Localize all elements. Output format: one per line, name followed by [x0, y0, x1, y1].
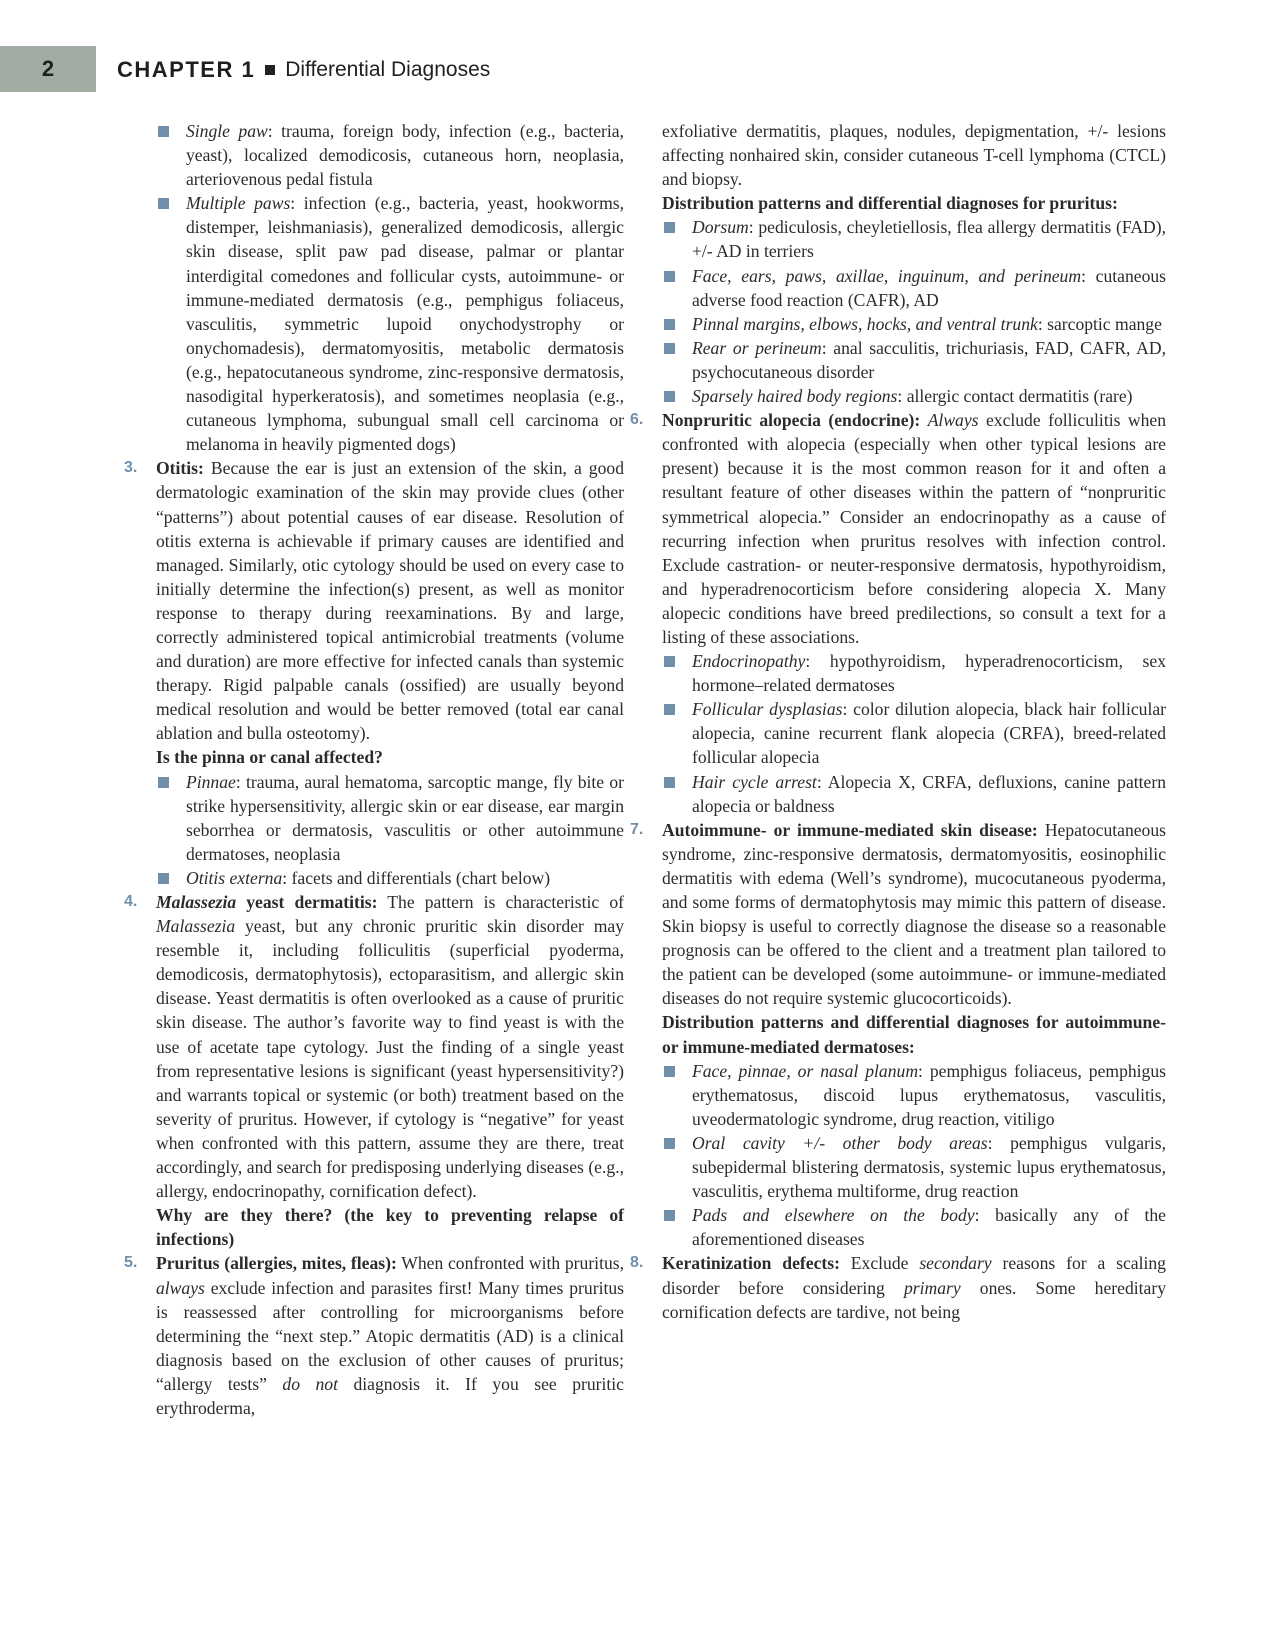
- list-item: [662, 1203, 1166, 1251]
- item-text: Because the ear is just an extension of the skin, a good dermatologic examination of the skin may provide clues (other “patterns”) about potential causes of ear disease. Resolution of otitis externa is achievable if primary causes are identified and managed. Similarly, otic cytology should be used on every case to initially determine the infection(s) present, as well as monitor response to therapy during reexaminations. By and large, correctly administered topical antimicrobial treatments (volume and duration) are more effective for infected canals than systemic therapy. Rigid palpable canals (ossified) are usually beyond medical resolution and would be better removed (total ear canal ablation and bulla osteotomy).: [156, 458, 624, 744]
- bullet-term: Multiple paws: [186, 193, 291, 214]
- item-lead: Nonpruritic alopecia (endocrine):: [662, 410, 921, 431]
- chapter-title: Differential Diagnoses: [285, 58, 491, 81]
- item-keratinization: [626, 1251, 1166, 1323]
- bullet-term: Otitis externa: [186, 867, 283, 888]
- bullet-text: : pemphigus vulgaris, subepidermal blistering dermatosis, systemic lupus erythematosus, vasculitis, erythema multiforme, drug reaction: [692, 1132, 1166, 1202]
- list-item: [662, 770, 1166, 818]
- bullet-text: : cutaneous adverse food reaction (CAFR), AD: [692, 265, 1167, 310]
- subheading: Distribution patterns and differential diagnoses for pruritus:: [662, 193, 1118, 214]
- pruritus-bullet-list: [662, 215, 1166, 408]
- list-item: [156, 191, 624, 456]
- item-lead: Keratinization defects:: [662, 1253, 840, 1274]
- item-number: 7.: [630, 820, 644, 838]
- bullet-term: Endocrinopathy: [692, 651, 806, 672]
- item-text-italic: secondary: [919, 1253, 992, 1274]
- item-text-italic: primary: [903, 1277, 961, 1298]
- item-autoimmune: [626, 818, 1166, 1059]
- list-item: [156, 770, 624, 866]
- bullet-text: : pediculosis, cheyletiellosis, flea allergy dermatitis (FAD), +/- AD in terriers: [692, 217, 1166, 262]
- bullet-term: Single paw: [186, 121, 268, 141]
- item-text-italic: always: [156, 1277, 205, 1298]
- running-header: [117, 54, 490, 86]
- list-item: [662, 312, 1166, 336]
- item-lead: yeast dermatitis:: [236, 892, 378, 912]
- item-nonpruritic-alopecia: [626, 408, 1166, 649]
- bullet-term: Hair cycle arrest: [692, 771, 817, 792]
- item-lead: Autoimmune- or immune-mediated skin disease:: [662, 819, 1038, 840]
- bullet-text: : color dilution alopecia, black hair follicular alopecia, canine recurrent flank alopecia (CRFA), breed-related follicular alopecia: [692, 699, 1166, 768]
- item-paragraph: [662, 818, 1166, 1011]
- list-item: [156, 119, 624, 191]
- item-text-italic: do not: [282, 1373, 338, 1394]
- list-item: [662, 336, 1166, 384]
- item-paragraph: [662, 1251, 1166, 1323]
- item-text-italic: Malassezia: [156, 916, 236, 937]
- item-text: reasons for a scaling disorder before considering: [662, 1253, 1166, 1298]
- subheading: Distribution patterns and differential diagnoses for autoimmune- or immune-mediated dermatoses:: [662, 1012, 1166, 1057]
- bullet-text: : trauma, aural hematoma, sarcoptic mange, fly bite or strike hypersensitivity, allergic skin or ear disease, ear margin seborrhea or dermatosis, vasculitis or other autoimmune dermatoses, neoplasia: [186, 771, 624, 864]
- bullet-text: : anal sacculitis, trichuriasis, FAD, CAFR, AD, psychocutaneous disorder: [692, 337, 1166, 382]
- item-otitis: [120, 456, 624, 769]
- item-number: 5.: [124, 1254, 138, 1272]
- item-text: Hepatocutaneous syndrome, zinc-responsive dermatosis, dermatomyositis, eosinophilic dermatitis with edema (Well’s syndrome), mucocutaneous pyoderma, and some forms of dermatophytosis may mimic this pattern of disease. Skin biopsy is useful to correctly diagnose the disease so a reasonable prognosis can be offered to the client and a treatment plan tailored to the patient can be developed (some autoimmune- or immune-mediated diseases do not require systemic glucocorticoids).: [662, 819, 1166, 1009]
- subheading: Is the pinna or canal affected?: [156, 747, 383, 768]
- bullet-term: Face, ears, paws, axillae, inguinum, and perineum: [692, 265, 1082, 286]
- item-number: 6.: [630, 411, 644, 429]
- list-item: [662, 384, 1166, 408]
- item-paragraph: [156, 456, 624, 745]
- bullet-term: Face, pinnae, or nasal planum: [692, 1060, 919, 1081]
- bullet-text: : sarcoptic mange: [1037, 313, 1162, 334]
- header-separator: [265, 65, 275, 75]
- item-text: ones. Some hereditary cornification defects are tardive, not being: [662, 1277, 1166, 1322]
- left-column: [120, 119, 624, 1420]
- chapter-label: CHAPTER 1: [117, 57, 256, 82]
- bullet-term: Dorsum: [692, 217, 749, 238]
- bullet-text: : allergic contact dermatitis (rare): [897, 386, 1133, 407]
- bullet-text: : infection (e.g., bacteria, yeast, hookworms, distemper, leishmaniasis), generalized demodicosis, allergic skin disease, split paw pad disease, palmar or plantar interdigital comedones and follicular cysts, autoimmune- or immune-mediated dermatosis (e.g., pemphigus foliaceus, vasculitis, symmetric lupoid onychodystrophy or onychomadesis), dermatomyositis, metabolic dermatosis (e.g., hepatocutaneous syndrome, zinc-responsive dermatosis, nasodigital hyperkeratosis), and sometimes neoplasia (e.g., cutaneous lymphoma, subungual small cell carcinoma or melanoma in heavily pigmented dogs): [186, 193, 624, 455]
- bullet-text: : hypothyroidism, hyperadrenocorticism, sex hormone–related dermatoses: [692, 651, 1166, 696]
- bullet-text: : trauma, foreign body, infection (e.g., bacteria, yeast), localized demodicosis, cutaneous horn, neoplasia, arteriovenous pedal fistula: [186, 121, 625, 190]
- list-item: [662, 697, 1166, 769]
- item-paragraph: [156, 1251, 624, 1420]
- bullet-term: Oral cavity +/- other body areas: [692, 1132, 988, 1153]
- item-text-italic: Always: [927, 410, 979, 431]
- bullet-text: : pemphigus foliaceus, pemphigus erythematosus, discoid lupus erythematosus, vasculitis, uveodermatologic syndrome, drug reaction, vitiligo: [692, 1060, 1166, 1129]
- bullet-text: : Alopecia X, CRFA, defluxions, canine pattern alopecia or baldness: [692, 771, 1166, 816]
- item-text: yeast, but any chronic pruritic skin disorder may resemble it, including folliculitis (superficial pyoderma, demodicosis, dermatophytosis), ectoparasitism, and allergic skin disease. Yeast dermatitis is often overlooked as a cause of pruritic skin disease. The author’s favorite way to find yeast is with the use of acetate tape cytology. Just the finding of a single yeast from representative lesions is significant (yeast hypersensitivity?) and warrants topical or systemic (or both) treatment based on the severity of pruritus. However, if cytology is “negative” for yeast when confronted with this pattern, assume they are there, treat accordingly, and search for predisposing underlying diseases (e.g., allergy, endocrinopathy, cornification defect).: [156, 916, 624, 1202]
- item-malassezia: [120, 890, 624, 1251]
- bullet-term: Pads and elsewhere on the body: [692, 1205, 975, 1226]
- page-number: 2: [0, 46, 96, 92]
- bullet-term: Pinnal margins, elbows, hocks, and ventral trunk: [692, 313, 1038, 334]
- list-item: [156, 866, 624, 890]
- bullet-term: Pinnae: [186, 771, 236, 792]
- item-number: 4.: [124, 893, 138, 910]
- list-item: [662, 264, 1166, 312]
- subheading: Why are they there? (the key to preventing relapse of infections): [156, 1205, 624, 1250]
- item-paragraph: [662, 408, 1166, 649]
- list-item: [662, 1059, 1166, 1131]
- item-text: The pattern is characteristic of: [377, 892, 624, 912]
- item-text: When confronted with pruritus,: [396, 1253, 625, 1274]
- right-column: [630, 119, 1167, 1324]
- item-text: exclude folliculitis when confronted with alopecia (especially when other typical lesions are present) because it is the most common reason for it and often a resultant feature of other diseases within the pattern of “nonpruritic symmetrical alopecia.” Consider an endocrinopathy as a cause of recurring infection when pruritus resolves with infection control. Exclude castration- or neuter-responsive dermatosis, hypothyroidism, and hyperadrenocorticism before considering alopecia X. Many alopecic conditions have breed predilections, so consult a text for a listing of these associations.: [662, 410, 1166, 647]
- item-lead: Pruritus (allergies, mites, fleas):: [156, 1253, 397, 1274]
- bullet-text: : basically any of the aforementioned diseases: [692, 1205, 1166, 1250]
- alopecia-bullet-list: [662, 649, 1166, 818]
- item-number: 3.: [124, 459, 138, 477]
- bullet-term: Rear or perineum: [692, 337, 822, 358]
- item-text: diagnosis it. If you see pruritic erythroderma,: [156, 1373, 624, 1418]
- bullet-term: Sparsely haired body regions: [692, 386, 898, 407]
- continuation-paragraph: exfoliative dermatitis, plaques, nodules, depigmentation, +/- lesions affecting nonhaired skin, consider cutaneous T-cell lymphoma (CTCL) and biopsy.: [662, 121, 1166, 190]
- item-number: 8.: [630, 1254, 644, 1272]
- autoimmune-bullet-list: [662, 1059, 1166, 1252]
- item-paragraph: [156, 890, 624, 1203]
- list-item: [662, 649, 1166, 697]
- item-lead-italic: Malassezia: [156, 892, 237, 912]
- item-text: Exclude: [839, 1253, 920, 1274]
- bullet-term: Follicular dysplasias: [692, 699, 843, 720]
- item-text: exclude infection and parasites first! Many times pruritus is reassessed after controlling for microorganisms before determining the “next step.” Atopic dermatitis (AD) is a clinical diagnosis based on the exclusion of other causes of pruritus; “allergy tests”: [156, 1277, 624, 1394]
- otitis-bullet-list: [120, 770, 624, 890]
- item-lead: Otitis:: [156, 458, 204, 479]
- list-item: [662, 215, 1166, 263]
- paw-bullet-list: [120, 119, 624, 456]
- bullet-text: : facets and differentials (chart below): [282, 867, 551, 888]
- item-pruritus: [120, 1251, 624, 1420]
- list-item: [662, 1131, 1166, 1203]
